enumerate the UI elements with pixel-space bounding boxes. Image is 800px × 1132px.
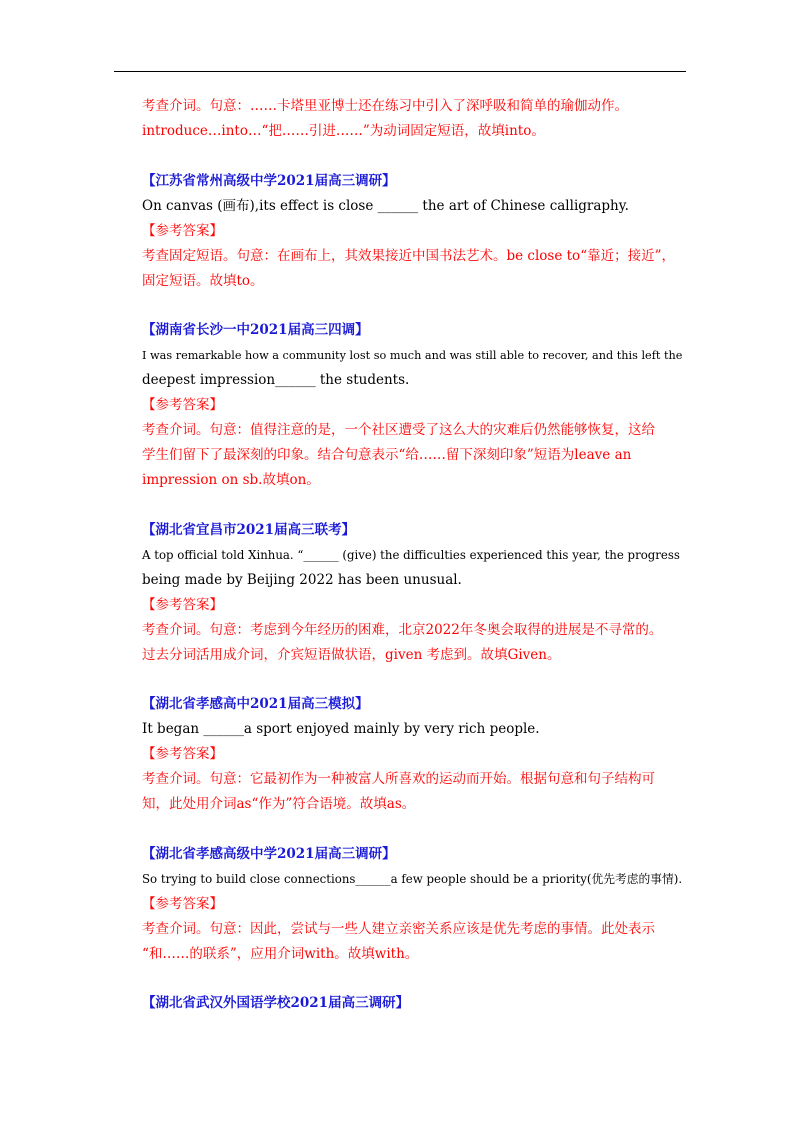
question-source: 【江苏省常州高级中学2021届高三调研】 [142,172,396,189]
question-text: On canvas (画布),its effect is close ______ the art of Chinese calligraphy. [142,197,629,214]
answer-label: 【参考答案】 [142,397,223,413]
answer-label: 【参考答案】 [142,746,223,762]
explanation-text: 学生们留下了最深刻的印象。结合句意表示“给……留下深刻印象”短语为leave an [142,447,632,463]
explanation-text: 知，此处用介词as“作为”符合语境。故填as。 [142,796,416,812]
explanation-text: 考查固定短语。句意：在画布上，其效果接近中国书法艺术。be close to“靠近；接近”， [142,247,675,264]
question-text: A top official told Xinhua. “______ (give) the difficulties experienced this year, the progress [142,547,680,562]
explanation-text: 考查介词。句意：……卡塔里亚博士还在练习中引入了深呼吸和简单的瑜伽动作。 [142,98,628,114]
page-content [142,94,687,1016]
question-source: 【湖北省孝感高中2021届高三模拟】 [142,696,369,712]
answer-label: 【参考答案】 [142,222,223,239]
question-text: It began ______a sport enjoyed mainly by very rich people. [142,721,540,737]
explanation-text: 考查介词。句意：它最初作为一种被富人所喜欢的运动而开始。根据句意和句子结构可 [142,771,655,787]
explanation-text: 固定短语。故填to。 [142,272,264,289]
explanation-text: impression on sb.故填on。 [142,472,320,488]
explanation-text: introduce…into…“把……引进……”为动词固定短语，故填into。 [142,123,545,139]
question-source: 【湖北省孝感高级中学2021届高三调研】 [142,845,396,862]
question-source: 【湖北省武汉外国语学校2021届高三调研】 [142,995,410,1011]
answer-label: 【参考答案】 [142,596,223,613]
question-source: 【湖南省长沙一中2021届高三四调】 [142,322,369,338]
header-rule [114,71,686,72]
question-text: deepest impression______ the students. [142,372,410,388]
question-text: So trying to build close connections______a few people should be a priority(优先考虑的事情). [142,871,683,886]
explanation-text: 考查介词。句意：因此，尝试与一些人建立亲密关系应该是优先考虑的事情。此处表示 [142,920,655,937]
explanation-text: 考查介词。句意：考虑到今年经历的困难，北京2022年冬奥会取得的进展是不寻常的。 [142,621,663,638]
explanation-text: 考查介词。句意：值得注意的是，一个社区遭受了这么大的灾难后仍然能够恢复，这给 [142,422,655,438]
question-text: I was remarkable how a community lost so much and was still able to recover, and this left the [142,349,683,362]
answer-label: 【参考答案】 [142,895,223,912]
explanation-text: “和……的联系”，应用介词with。故填with。 [142,945,419,962]
question-source: 【湖北省宜昌市2021届高三联考】 [142,521,356,538]
question-text: being made by Beijing 2022 has been unusual. [142,571,462,588]
explanation-text: 过去分词活用成介词，介宾短语做状语，given 考虑到。故填Given。 [142,646,561,663]
